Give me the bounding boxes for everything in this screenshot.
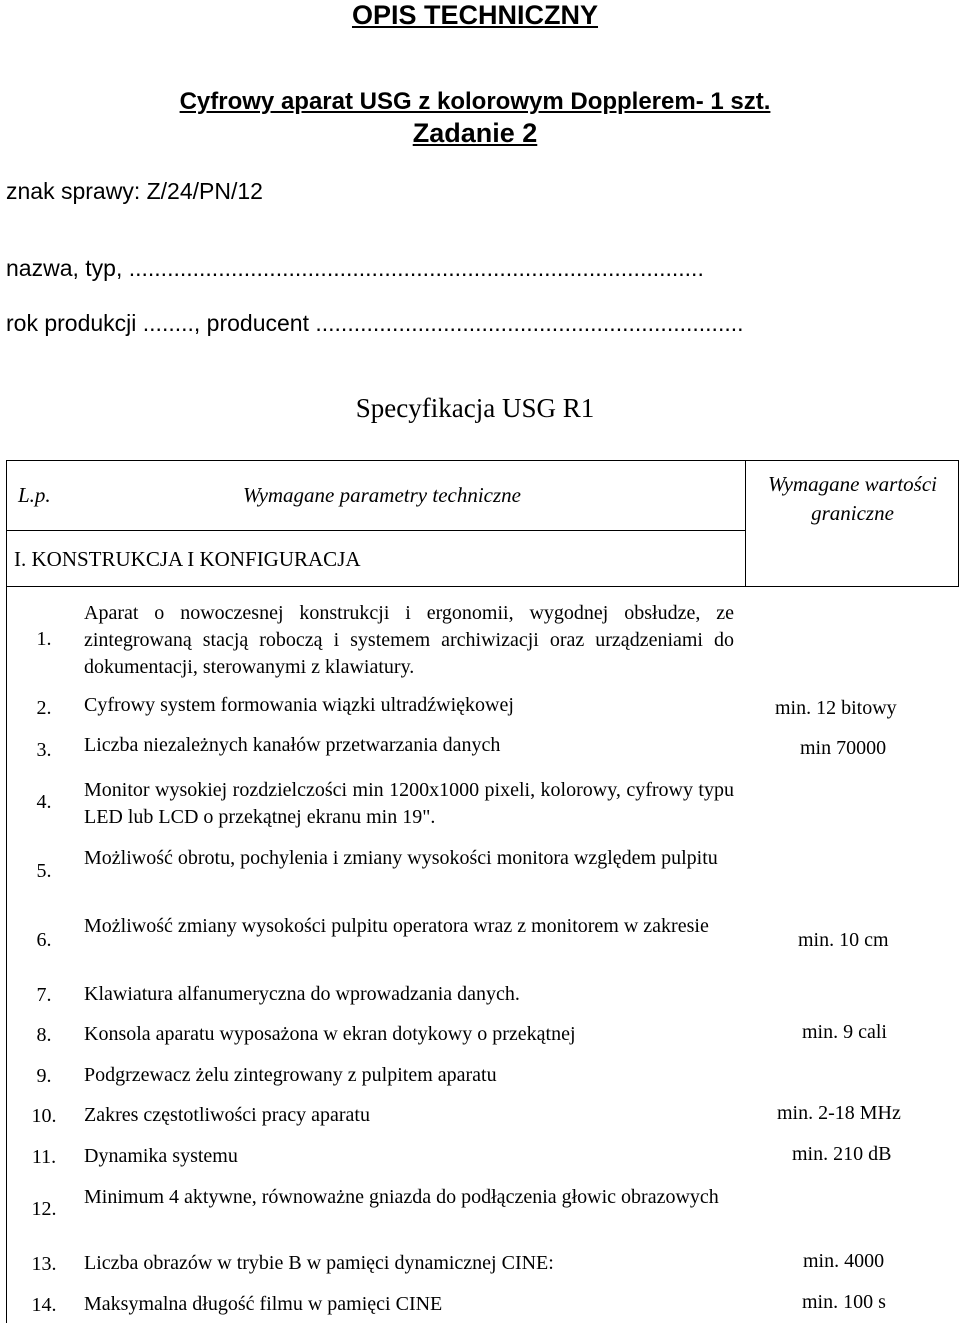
row-value: min. 2-18 MHz	[777, 1102, 901, 1124]
row-description: Zakres częstotliwości pracy aparatu	[84, 1104, 370, 1126]
row-value: min. 10 cm	[798, 929, 889, 951]
table-border-header	[6, 530, 746, 531]
name-type-line: nazwa, typ, ..........................................................................................	[6, 255, 704, 281]
row-number: 10.	[31, 1105, 57, 1127]
document-title: OPIS TECHNICZNY	[351, 0, 599, 30]
row-value: min 70000	[800, 737, 887, 759]
row-number: 5.	[36, 860, 52, 882]
row-description: Możliwość obrotu, pochylenia i zmiany wysokości monitora względem pulpitu	[84, 847, 718, 869]
row-value: min. 100 s	[802, 1291, 886, 1313]
section-title: I. KONSTRUKCJA I KONFIGURACJA	[14, 547, 361, 571]
row-number: 12.	[31, 1198, 57, 1220]
column-header-parameters: Wymagane parametry techniczne	[243, 483, 521, 507]
production-year-line: rok produkcji ........, producent ...................................................................	[6, 310, 744, 336]
table-border-left	[6, 460, 7, 1323]
specification-title: Specyfikacja USG R1	[355, 393, 595, 423]
row-description: Cyfrowy system formowania wiązki ultradźwiękowej	[84, 694, 514, 716]
row-value: min. 9 cali	[802, 1021, 887, 1043]
row-value: min. 4000	[803, 1250, 885, 1272]
row-number: 3.	[36, 739, 52, 761]
row-number: 14.	[31, 1294, 57, 1316]
task-title: Zadanie 2	[412, 118, 538, 148]
row-number: 13.	[31, 1253, 57, 1275]
row-number: 9.	[36, 1065, 52, 1087]
column-header-lp: L.p.	[18, 483, 51, 507]
column-header-values: Wymagane wartości graniczne	[768, 472, 937, 525]
row-description: Liczba niezależnych kanałów przetwarzania danych	[84, 734, 501, 756]
row-description: Minimum 4 aktywne, równoważne gniazda do podłączenia głowic obrazowych	[84, 1186, 719, 1208]
row-number: 1.	[36, 628, 52, 650]
table-border-right	[958, 460, 959, 587]
row-value: min. 210 dB	[792, 1143, 892, 1165]
row-number: 11.	[31, 1146, 57, 1168]
row-description: Podgrzewacz żelu zintegrowany z pulpitem aparatu	[84, 1064, 497, 1086]
case-number: znak sprawy: Z/24/PN/12	[6, 178, 263, 204]
row-number: 6.	[36, 929, 52, 951]
row-number: 8.	[36, 1024, 52, 1046]
table-border-section	[6, 586, 959, 587]
row-description: Liczba obrazów w trybie B w pamięci dynamicznej CINE:	[84, 1252, 554, 1274]
table-border-values	[745, 460, 746, 587]
row-description: Aparat o nowoczesnej konstrukcji i ergonomii, wygodnej obsłudze, ze zintegrowaną stacją roboczą i systemem archiwizacji oraz urządzeniami do dokumentacji, sterowanymi z klawiatury.	[84, 602, 734, 678]
device-title: Cyfrowy aparat USG z kolorowym Dopplerem- 1 szt.	[179, 88, 771, 115]
row-value: min. 12 bitowy	[775, 697, 897, 719]
row-number: 2.	[36, 697, 52, 719]
row-description: Możliwość zmiany wysokości pulpitu operatora wraz z monitorem w zakresie	[84, 915, 709, 937]
table-border-top	[6, 460, 959, 461]
row-description: Maksymalna długość filmu w pamięci CINE	[84, 1293, 443, 1315]
row-description: Klawiatura alfanumeryczna do wprowadzania danych.	[84, 983, 520, 1005]
row-number: 7.	[36, 984, 52, 1006]
row-description: Dynamika systemu	[84, 1145, 238, 1167]
row-number: 4.	[36, 791, 52, 813]
row-description: Konsola aparatu wyposażona w ekran dotykowy o przekątnej	[84, 1023, 576, 1045]
row-description: Monitor wysokiej rozdzielczości min 1200x1000 pixeli, kolorowy, cyfrowy typu LED lub LCD o przekątnej ekranu min 19".	[84, 779, 734, 828]
